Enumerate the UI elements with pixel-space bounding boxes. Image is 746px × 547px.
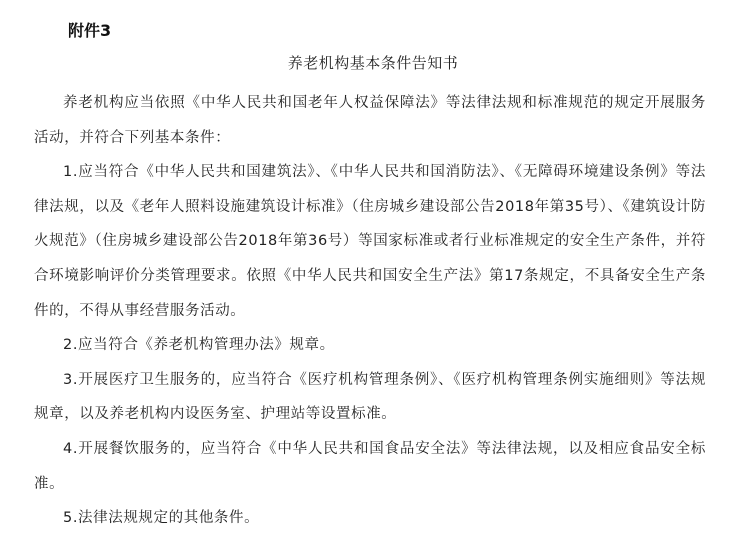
document-body xyxy=(34,86,706,536)
condition-5-paragraph: 5.法律法规规定的其他条件。 xyxy=(63,510,260,527)
condition-4-paragraph: 4.开展餐饮服务的，应当符合《中华人民共和国食品安全法》等法律法规，以及相应食品安全标准。 xyxy=(34,440,706,492)
attachment-label: 附件3 xyxy=(68,21,112,40)
intro-paragraph: 养老机构应当依照《中华人民共和国老年人权益保障法》等法律法规和标准规范的规定开展服务活动，并符合下列基本条件： xyxy=(34,95,706,146)
condition-2-paragraph: 2.应当符合《养老机构管理办法》规章。 xyxy=(63,337,335,354)
document-title: 养老机构基本条件告知书 xyxy=(287,54,459,72)
condition-3-paragraph: 3.开展医疗卫生服务的，应当符合《医疗机构管理条例》、《医疗机构管理条例实施细则》等法规规章，以及养老机构内设医务室、护理站等设置标准。 xyxy=(34,371,706,423)
condition-1-paragraph: 1.应当符合《中华人民共和国建筑法》、《中华人民共和国消防法》、《无障碍环境建设条例》等法律法规，以及《老年人照料设施建筑设计标准》（住房城乡建设部公告2018年第35号）、《建筑设计防火规范》（住房城乡建设部公告2018年第36号）等国家标准或者行业标准规定的安全生产条件，并符合环境影响评价分类管理要求。依照《中华人民共和国安全生产法》第17条规定，不具备安全生产条件的，不得从事经营服务活动。 xyxy=(34,164,706,319)
